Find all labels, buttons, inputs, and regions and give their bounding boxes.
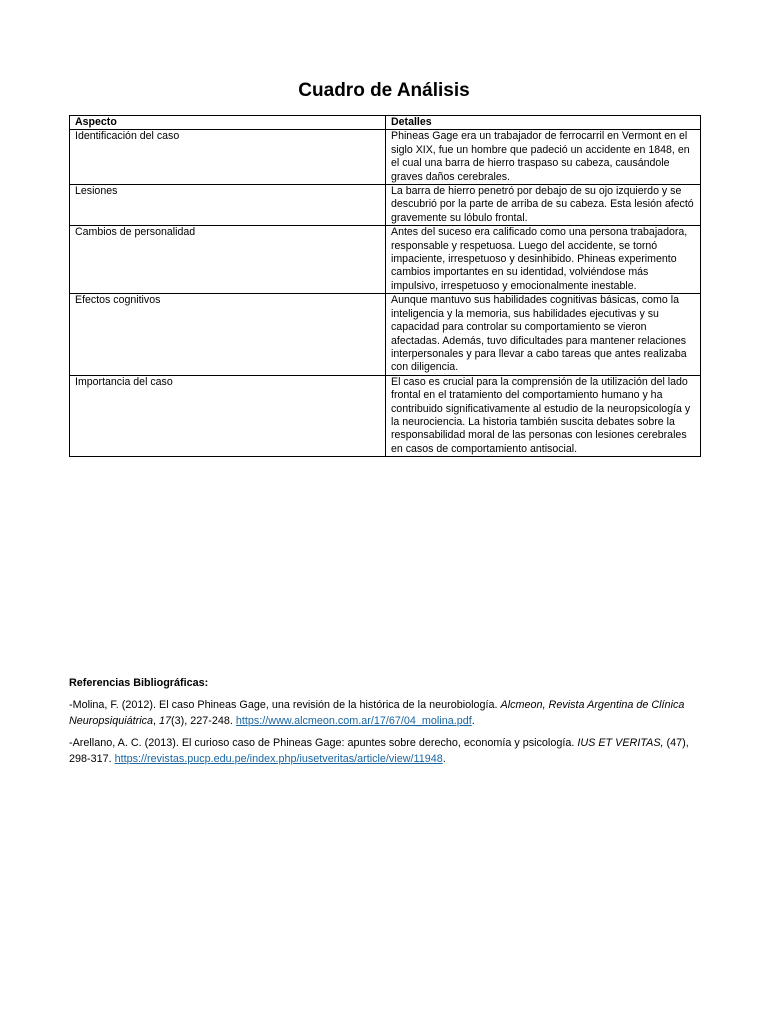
aspect-cell: Cambios de personalidad: [70, 226, 386, 294]
references-section: [69, 676, 701, 774]
reference-text: (47), 298-317.: [69, 737, 689, 765]
detail-cell: El caso es crucial para la comprensión de la utilización del lado frontal en el tratamiento del comportamiento humano y ha contribuido significativamente al estudio de la neuropsicología y la neurociencia. La historia también suscita debates sobre la responsabilidad moral de las personas con lesiones cerebrales en casos de comportamiento antisocial.: [386, 375, 701, 456]
table-header-row: [70, 116, 701, 130]
references-heading: Referencias Bibliográficas:: [69, 677, 209, 689]
reference-source: IUS ET VERITAS,: [577, 737, 664, 750]
detail-cell: La barra de hierro penetró por debajo de su ojo izquierdo y se descubrió por la parte de arriba de su cabeza. Esta lesión afectó gravemente su lóbulo frontal.: [386, 185, 701, 226]
column-header-details: Detalles: [386, 116, 701, 130]
page-title: Cuadro de Análisis: [298, 80, 470, 101]
reference-text: ,: [153, 714, 160, 727]
table-row: [70, 130, 701, 185]
analysis-table: [69, 115, 701, 457]
reference-text: .: [471, 714, 475, 727]
reference-source: Alcmeon, Revista Argentina de Clínica Neuropsiquiátrica: [69, 699, 685, 727]
reference-link[interactable]: https://revistas.pucp.edu.pe/index.php/iusetveritas/article/view/11948: [114, 752, 443, 765]
detail-cell: Aunque mantuvo sus habilidades cognitivas básicas, como la inteligencia y la memoria, sus habilidades ejecutivas y su capacidad para controlar su comportamiento se vieron afectadas. Además, tuvo dificultades para mantener relaciones interpersonales y para llevar a cabo tareas que antes realizaba con diligencia.: [386, 294, 701, 375]
reference-text: .: [442, 752, 446, 765]
reference-volume: 17: [159, 714, 172, 727]
aspect-cell: Lesiones: [70, 185, 386, 226]
reference-entry: [69, 736, 701, 767]
column-header-aspect: Aspecto: [70, 116, 386, 130]
aspect-cell: Efectos cognitivos: [70, 294, 386, 375]
reference-text: -Molina, F. (2012). El caso Phineas Gage, una revisión de la histórica de la neurobiología.: [69, 699, 501, 712]
table-row: [70, 185, 701, 226]
detail-cell: Phineas Gage era un trabajador de ferrocarril en Vermont en el siglo XIX, fue un hombre que padeció un accidente en 1848, en el cual una barra de hierro traspaso su cabeza, causándole graves daños cerebrales.: [386, 130, 701, 185]
reference-entry: [69, 698, 701, 729]
aspect-cell: Identificación del caso: [70, 130, 386, 185]
table-row: [70, 226, 701, 294]
table-row: [70, 294, 701, 375]
detail-cell: Antes del suceso era calificado como una persona trabajadora, responsable y respetuosa. Luego del accidente, se tornó impaciente, irrespetuoso y desinhibido. Phineas experimento cambios importantes en su identidad, volviéndose más impulsivo, irrespetuoso y emocionalmente inestable.: [386, 226, 701, 294]
reference-link[interactable]: https://www.alcmeon.com.ar/17/67/04_molina.pdf: [235, 714, 472, 727]
aspect-cell: Importancia del caso: [70, 375, 386, 456]
reference-text: -Arellano, A. C. (2013). El curioso caso de Phineas Gage: apuntes sobre derecho, economía y psicología.: [69, 737, 578, 750]
table-row: [70, 375, 701, 456]
reference-text: (3), 227-248.: [171, 714, 236, 727]
